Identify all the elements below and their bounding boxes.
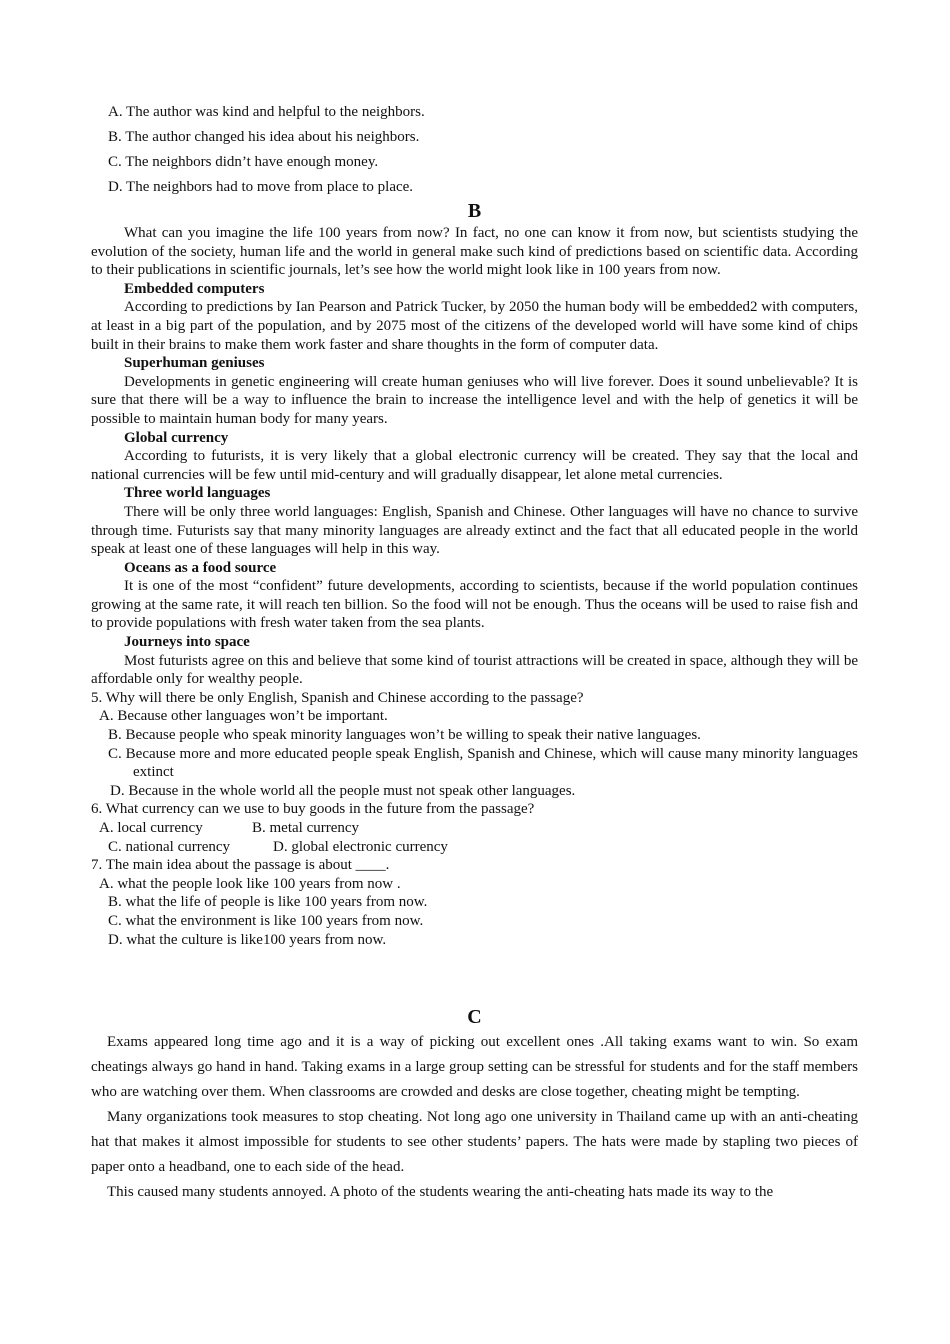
topic-text: It is one of the most “confident” future developments, according to scientists, because if the world population continues growing at the same rate, it will reach ten billion. So the food will not be enough. Thus the oceans will be used to raise fish and to provide populations with fresh water taken from the sea plants. <box>91 578 858 632</box>
question-6-option-c: C. national currency <box>108 838 231 855</box>
question-5-option-d: D. Because in the whole world all the people must not speak other languages. <box>110 782 576 799</box>
section-c <box>91 1006 858 1205</box>
option-c: C. The neighbors didn’t have enough money. <box>108 154 379 170</box>
section-b-heading: B <box>467 200 482 222</box>
question-5-stem: 5. Why will there be only English, Spanish and Chinese according to the passage? <box>91 689 584 706</box>
question-7-stem: 7. The main idea about the passage is about ____. <box>91 857 390 874</box>
topic-text: There will be only three world languages: English, Spanish and Chinese. Other languages will have no chance to survive through time. Futurists say that many minority languages are already extinct and the fact that all educated people in the world speak at least one of these languages will help in this way. <box>91 503 858 558</box>
option-b: B. The author changed his idea about his neighbors. <box>108 129 420 145</box>
previous-question-options <box>91 100 858 200</box>
option-d: D. The neighbors had to move from place to place. <box>108 179 414 195</box>
question-6-options-row-2 <box>91 838 858 857</box>
topic-text: According to futurists, it is very likely that a global electronic currency will be created. They say that the local and national currencies will be few until mid-century and will gradually disappear, let alone metal currencies. <box>91 448 858 483</box>
topic-text: Developments in genetic engineering will create human geniuses who will live forever. Does it sound unbelievable? It is sure that there will be a way to influence the brain to increase the intelligence level and with the help of genetics it will be possible to maintain human body for many years. <box>91 373 858 427</box>
question-7-option-d: D. what the culture is like100 years from now. <box>108 931 387 948</box>
question-6-stem: 6. What currency can we use to buy goods in the future from the passage? <box>91 801 535 818</box>
question-6-options-row-1 <box>91 819 858 838</box>
question-6-option-d: D. global electronic currency <box>273 838 448 855</box>
question-7-option-a: A. what the people look like 100 years from now . <box>99 875 401 892</box>
section-c-heading: C <box>467 1006 482 1028</box>
section-c-paragraph: Exams appeared long time ago and it is a way of picking out excellent ones .All taking exams want to win. So exam cheatings always go hand in hand. Taking exams in a large group setting can be stressful for students and for the staff members who are watching over them. When classrooms are crowded and desks are close together, cheating might be tempting. <box>91 1034 858 1100</box>
question-5-option-a: A. Because other languages won’t be important. <box>99 708 388 725</box>
section-c-paragraph: Many organizations took measures to stop cheating. Not long ago one university in Thailand came up with an anti-cheating hat that makes it almost impossible for students to see other students’ papers. The hats were made by stapling two pieces of paper onto a headband, one to each side of the head. <box>91 1109 858 1175</box>
topic-title: Three world languages <box>124 485 271 502</box>
section-b <box>91 200 858 949</box>
question-5-option-c: C. Because more and more educated people speak English, Spanish and Chinese, which will cause many minority languages extinct <box>108 745 858 781</box>
topic-text: According to predictions by Ian Pearson and Patrick Tucker, by 2050 the human body will be embedded2 with computers, at least in a big part of the population, and by 2075 most of the citizens of the developed world will have some kind of chips built in their brains to make them work faster and share thoughts in the form of computer data. <box>91 299 858 353</box>
topic-text: Most futurists agree on this and believe that some kind of tourist attractions will be created in space, although they will be affordable only for wealthy people. <box>91 652 858 688</box>
option-a: A. The author was kind and helpful to the neighbors. <box>108 104 425 120</box>
topic-title: Superhuman geniuses <box>124 355 265 372</box>
topic-title: Embedded computers <box>124 280 265 297</box>
section-b-intro: What can you imagine the life 100 years from now? In fact, no one can know it from now, but scientists studying the evolution of the society, human life and the world in general make such kind of predictions based on scientific data. According to their publications in scientific journals, let’s see how the world might look like in 100 years from now. <box>91 225 858 279</box>
question-7-option-b: B. what the life of people is like 100 years from now. <box>108 894 428 911</box>
question-5-option-b: B. Because people who speak minority languages won’t be willing to speak their native languages. <box>108 727 701 744</box>
question-6-option-b: B. metal currency <box>252 820 360 836</box>
section-c-paragraph: This caused many students annoyed. A photo of the students wearing the anti-cheating hats made its way to the <box>107 1184 774 1200</box>
question-7-option-c: C. what the environment is like 100 years from now. <box>108 912 424 929</box>
topic-title: Journeys into space <box>124 634 250 651</box>
question-6-option-a: A. local currency <box>99 820 203 836</box>
topic-title: Global currency <box>124 429 229 446</box>
topic-title: Oceans as a food source <box>124 559 277 576</box>
